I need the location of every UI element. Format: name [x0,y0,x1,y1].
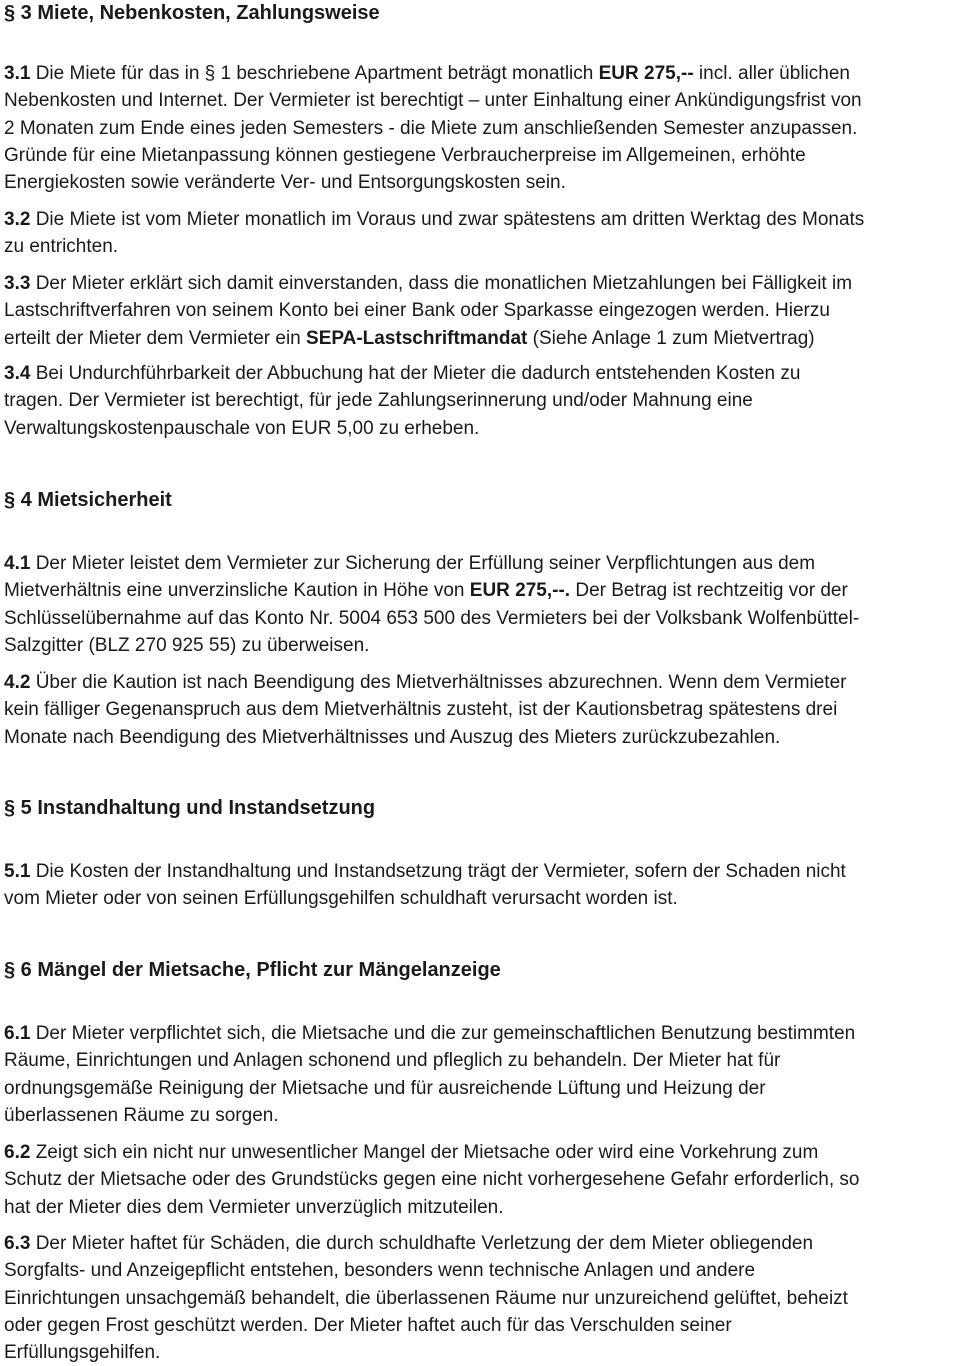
paragraph-3-4 [4,360,960,442]
line: oder gegen Frost geschützt werden. Der Mieter haftet auch für das Verschulden seiner [4,1314,732,1336]
line: Mietverhältnis eine unverzinsliche Kaution in Höhe von EUR 275,--. Der Betrag ist rechtzeitig vor der [4,580,848,602]
paragraph-number: 5.1 [4,861,31,882]
line: Verwaltungskostenpauschale von EUR 5,00 zu erheben. [4,417,480,439]
paragraph-number: 6.2 [4,1142,31,1163]
line: Schutz der Mietsache oder des Grundstücks gegen eine nicht vorhergesehene Gefahr erforderlich, so [4,1169,860,1191]
paragraph-number: 4.2 [4,672,31,693]
line: Erfüllungsgehilfen. [4,1342,161,1364]
line: vom Mieter oder von seinen Erfüllungsgehilfen schuldhaft verursacht worden ist. [4,888,678,910]
line: überlassenen Räume zu sorgen. [4,1104,279,1126]
line: 3.3 Der Mieter erklärt sich damit einverstanden, dass die monatlichen Mietzahlungen bei Fälligkeit im [4,273,853,294]
paragraph-number: 3.1 [4,63,31,84]
line: Monate nach Beendigung des Mietverhältnisses und Auszug des Mieters zurückzubezahlen. [4,726,781,748]
line: Energiekosten sowie veränderte Ver- und Entsorgungskosten sein. [4,172,566,194]
paragraph-number: 3.4 [4,363,31,384]
line: Einrichtungen unsachgemäß behandelt, die überlassenen Räume nur unzureichend gelüftet, beheizt [4,1287,848,1309]
line: kein fälliger Gegenanspruch aus dem Mietverhältnis zusteht, ist der Kautionsbetrag spätestens drei [4,699,838,721]
line: ordnungsgemäße Reinigung der Mietsache und für ausreichende Lüftung und Heizung der [4,1077,766,1099]
line: 5.1 Die Kosten der Instandhaltung und Instandsetzung trägt der Vermieter, sofern der Schaden nicht [4,861,846,882]
line: Nebenkosten und Internet. Der Vermieter ist berechtigt – unter Einhaltung einer Ankündigungsfrist von [4,90,862,112]
paragraph-4-2 [4,669,960,751]
line: 3.1 Die Miete für das in § 1 beschriebene Apartment beträgt monatlich EUR 275,-- incl. aller üblichen [4,63,850,84]
line: hat der Mieter dies dem Vermieter unverzüglich mitzuteilen. [4,1196,504,1218]
paragraph-4-1 [4,550,960,659]
line: 4.1 Der Mieter leistet dem Vermieter zur Sicherung der Erfüllung seiner Verpflichtungen aus dem [4,553,816,574]
line: zu entrichten. [4,236,119,258]
paragraph-3-2 [4,206,960,261]
paragraph-number: 3.2 [4,209,31,230]
section-heading-3: § 3 Miete, Nebenkosten, Zahlungsweise [4,2,380,24]
line: 3.2 Die Miete ist vom Mieter monatlich im Voraus und zwar spätestens am dritten Werktag des Monats [4,209,865,230]
line: Räume, Einrichtungen und Anlagen schonend und pfleglich zu behandeln. Der Mieter hat für [4,1050,781,1072]
section-heading-5: § 5 Instandhaltung und Instandsetzung [4,797,376,819]
line: 2 Monaten zum Ende eines jeden Semesters - die Miete zum anschließenden Semester anzupassen. [4,117,858,139]
line: Lastschriftverfahren von seinem Konto bei einer Bank oder Sparkasse eingezogen werden. Hierzu [4,300,830,322]
section-heading-4: § 4 Mietsicherheit [4,489,172,511]
paragraph-3-3 [4,270,960,352]
paragraph-6-2 [4,1139,960,1221]
line: tragen. Der Vermieter ist berechtigt, für jede Zahlungserinnerung und/oder Mahnung eine [4,390,753,412]
line: 4.2 Über die Kaution ist nach Beendigung des Mietverhältnisses abzurechnen. Wenn dem Vermieter [4,672,847,693]
line: Gründe für eine Mietanpassung können gestiegene Verbraucherpreise im Allgemeinen, erhöhte [4,144,806,166]
line: 6.2 Zeigt sich ein nicht nur unwesentlicher Mangel der Mietsache oder wird eine Vorkehrung zum [4,1142,819,1163]
paragraph-number: 6.1 [4,1023,31,1044]
paragraph-3-1 [4,60,960,196]
paragraph-6-3 [4,1230,960,1366]
line: 6.1 Der Mieter verpflichtet sich, die Mietsache und die zur gemeinschaftlichen Benutzung bestimmten [4,1023,856,1044]
paragraph-number: 4.1 [4,553,31,574]
paragraph-number: 6.3 [4,1233,31,1254]
line: 3.4 Bei Undurchführbarkeit der Abbuchung hat der Mieter die dadurch entstehenden Kosten zu [4,363,801,384]
paragraph-number: 3.3 [4,273,31,294]
section-heading-6: § 6 Mängel der Mietsache, Pflicht zur Mängelanzeige [4,959,501,981]
paragraph-5-1 [4,858,960,913]
line: Sorgfalts- und Anzeigepflicht entstehen, besonders wenn technische Anlagen und andere [4,1260,756,1282]
paragraph-6-1 [4,1020,960,1129]
line: 6.3 Der Mieter haftet für Schäden, die durch schuldhafte Verletzung der dem Mieter obliegenden [4,1233,814,1254]
line: erteilt der Mieter dem Vermieter ein SEPA-Lastschriftmandat (Siehe Anlage 1 zum Mietvertrag) [4,327,815,349]
line: Schlüsselübernahme auf das Konto Nr. 5004 653 500 des Vermieters bei der Volksbank Wolfenbüttel- [4,607,860,629]
line: Salzgitter (BLZ 270 925 55) zu überweisen. [4,634,370,656]
